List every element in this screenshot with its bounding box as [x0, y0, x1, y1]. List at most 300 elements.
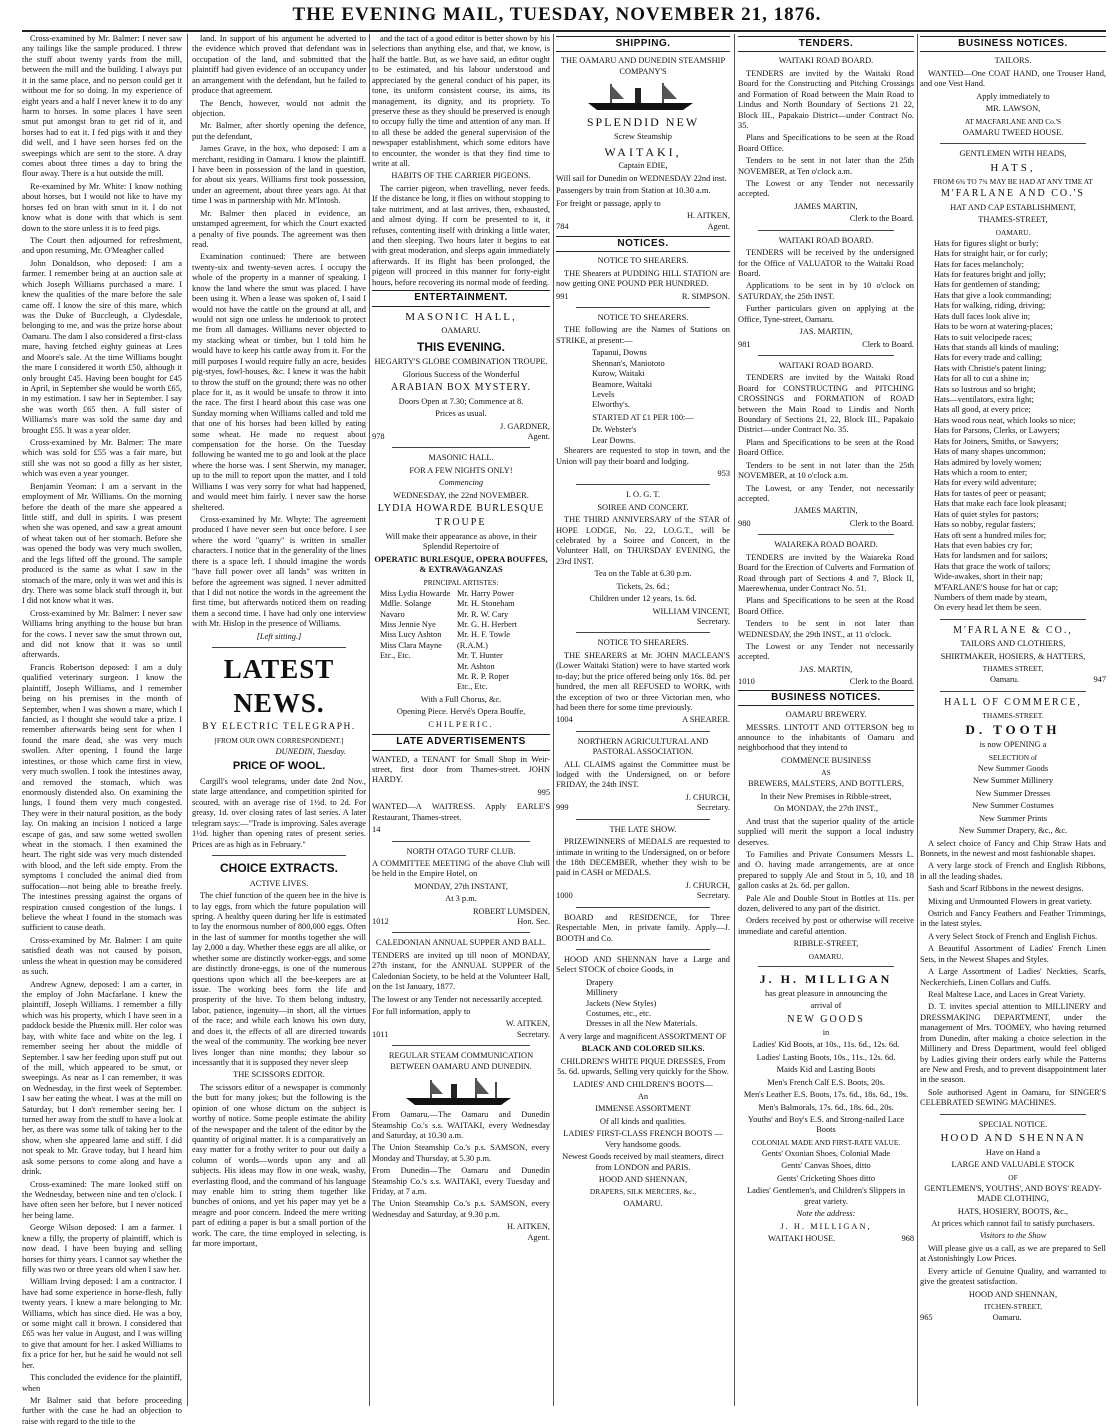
ad-number: 965	[920, 1313, 933, 1323]
dateline: DUNEDIN, Tuesday.	[275, 746, 346, 756]
ad-line: Commencing	[438, 478, 484, 488]
steamship-icon	[583, 79, 703, 113]
goods-item: New Summer Goods	[977, 764, 1049, 773]
ad-line: TROUPE	[435, 517, 487, 529]
ad-line: Hon. Sec.	[517, 917, 550, 927]
ad-line: JAMES MARTIN,	[794, 506, 858, 516]
rhyme-line: Hats dull faces look alive in;	[934, 311, 1031, 321]
rhyme-line: M'FARLANE'S house for hat or cap;	[934, 582, 1059, 592]
ad-text: Plans and Specifications to be seen at the Road Board Office.	[738, 133, 914, 153]
ad-title: WAITAKI ROAD BOARD.	[778, 56, 874, 66]
rhyme-line: Hats with Christie's patent lining;	[934, 363, 1047, 373]
latest-news-heading: LATEST NEWS.	[223, 654, 335, 718]
ad-number: 953	[717, 468, 730, 478]
ad-title: SOIREE AND CONCERT.	[597, 502, 689, 512]
rhyme-line: Hats that stands all kinds of mauling;	[934, 342, 1059, 352]
ad-line: THAMES-STREET,	[978, 215, 1048, 225]
ad-number: 995	[537, 787, 550, 797]
ad-line: Clerk to the Board.	[849, 518, 914, 528]
artiste: Mdlle. Solange Navaro	[380, 599, 432, 619]
ad-line: IMMENSE ASSORTMENT	[595, 1104, 691, 1114]
artiste: Etc., Etc.	[456, 682, 488, 692]
ad-line: OPERATIC BURLESQUE, OPERA BOUFFES, & EXTRAVAGANZAS	[374, 554, 548, 575]
artistes-list	[372, 589, 550, 693]
ad-line: Secretary.	[696, 803, 730, 813]
divider	[940, 143, 1086, 144]
boot-item: Youths' and Boy's E.S. and Strong-nailed Lace Boots	[747, 1114, 905, 1135]
ad-line: SPLENDID NEW	[586, 115, 700, 130]
rhyme-line: Hats so nobby, regular fasters;	[934, 520, 1036, 530]
artiste: Mr. R. W. Cary	[456, 609, 509, 619]
ad-line: Visitors to the Show	[979, 1231, 1047, 1241]
ad-number: 968	[901, 1233, 914, 1243]
ad-line: M'FARLANE AND CO.'S	[941, 188, 1085, 200]
ad-text: The Lowest or any Tender not necessarily accepted.	[738, 179, 914, 199]
ad-line: H. AITKEN,	[686, 211, 730, 221]
ad-line: OF	[1008, 1172, 1018, 1182]
rhyme-line: Hats of quiet styles for pastors;	[934, 509, 1039, 519]
ad-caledonian	[372, 938, 550, 1040]
rhyme-line: Hats oft sent a hundred miles for;	[934, 530, 1047, 540]
section-header-entertainment: ENTERTAINMENT.	[372, 290, 550, 306]
paragraph: The Court then adjourned for refreshment, and upon resuming, Mr. O'Meagher called	[22, 236, 182, 256]
ad-text: And trust that the superior quality of the article supplied will merit the support a local industry deserves.	[738, 816, 914, 847]
ad-line: HOOD AND SHENNAN,	[598, 1174, 688, 1184]
ad-text: THE Shearers at PUDDING HILL STATION are now getting ONE POUND PER HUNDRED.	[556, 268, 730, 289]
rhyme-line: Hats of many shapes uncommon;	[934, 447, 1046, 457]
rhyme-line: On every head let them be seen.	[934, 603, 1042, 613]
divider	[758, 966, 894, 967]
ad-line: MONDAY, 27th INSTANT,	[414, 881, 508, 891]
artiste: Mr. G. H. Herbert	[456, 619, 517, 629]
ad-line: THE OAMARU AND DUNEDIN STEAMSHIP COMPANY'S	[560, 56, 726, 76]
column-divider	[553, 34, 554, 1406]
ad-text: BOARD and RESIDENCE, for Three Respectable Men, in private family. Apply—J. BOOTH and Co.	[556, 912, 730, 943]
ad-text: For full information, apply to	[372, 1007, 471, 1016]
rhyme-line: Hats for features bright and jolly;	[934, 269, 1046, 279]
ad-line: HAT AND CAP ESTABLISHMENT,	[950, 202, 1076, 212]
divider	[212, 647, 346, 648]
ad-line: Opening Piece. Hervé's Opera Bouffe,	[396, 707, 526, 717]
ad-title: NOTICE TO SHEARERS.	[597, 313, 689, 323]
rhyme-line: Hats for all to cut a shine in;	[934, 374, 1030, 384]
ad-text: Orders received by post or otherwise will receive immediate and careful attention.	[738, 916, 914, 936]
ad-title: M'FARLANE & CO.,	[953, 624, 1073, 636]
ad-line: in	[822, 1028, 830, 1038]
station: Dr. Webster's	[592, 425, 637, 435]
station: Kurow, Waitaki	[592, 369, 645, 379]
ad-text: Pale Ale and Double Stout in Bottles at 11s. per dozen, delivered to any part of the district.	[738, 893, 914, 914]
station: Beamore, Waitaki	[592, 379, 653, 389]
ad-text: A Large Assortment of Ladies' Neckties, Scarfs, Neckerchiefs, Linen Collars and Cuffs.	[920, 967, 1106, 987]
rhyme-line: Hats for walking, riding, driving;	[934, 301, 1046, 311]
rhyme-line: Hats for every wild adventure;	[934, 478, 1037, 488]
ad-text: The lowest or any Tender not necessarily accepted.	[372, 994, 543, 1004]
article-title: ACTIVE LIVES.	[249, 878, 309, 888]
ad-line: Agent.	[527, 1232, 550, 1242]
goods-item: Costumes, etc., etc.	[586, 1009, 652, 1019]
paragraph: Francis Robertson deposed: I am a duly qualified veterinary surgeon. I know the plaintiff, Joseph Williams, and I remember being on his premises in the month of September, when I was shown a mare, which I fancied, as I thought she would take a prize. I remember afterwards being sent for when I found the mare dead, she was very much swollen. After opening, I found the large intestines, or those which came first in view, very much swollen. I took the intestines away, and removed the stomach, which was enormously distended also. On examining the lungs, I found them very much congested. They were in their natural position, as the body lay. On making an incision I noticed a large escape of gas, and saw some wetted swollen wheat in the stomach. I then examined the heart. The right side was very much distended with blood, and the left side empty. From the symptoms I concluded the animal died from suffocation—not being able to breathe freely. The intestines pressing against the organs of respiration caused congestion of the lungs. I believe the wheat I found in the stomach was sufficient to cause death.	[22, 662, 182, 933]
section-header-business-notices: BUSINESS NOTICES.	[738, 690, 914, 706]
divider	[392, 447, 530, 448]
goods-item: Dresses in all the New Materials.	[586, 1019, 698, 1029]
paragraph: Re-examined by Mr. White: I know nothing about horses, but I would not like to have my horses fed on bran with smut in it. I do not know what is done with that which is sent down to the store unless it is to feed pigs.	[22, 181, 182, 233]
ad-number: 14	[372, 825, 381, 835]
paragraph: Mr Balmer said that before proceeding further with the case he had an objection to raise with regard to the title to the	[22, 1396, 182, 1426]
paragraph: The carrier pigeon, when travelling, never feeds. If the distance be long, it flies on without stopping to take nutriment, and at last arrives, then, exhausted, and almost dying. If corn be presented to it, it refuses, contenting itself with drinking a little water, and then sleeping. Two hours later it begins to eat with great moderation, and sleeps again immediately afterwards. If its flight has been prolonged, the pigeon will proceed in this manner for forty-eight hours, before recovering its normal mode of feeding.	[372, 183, 550, 287]
ad-this-evening: THIS EVENING.	[416, 339, 505, 354]
ad-text: MESSRS. LINTOTT AND OTTERSON beg to announce to the inhabitants of Oamaru and neighborhood that they intend to	[738, 722, 914, 753]
paragraph: Andrew Agnew, deposed: I am a carter, in the employ of John Macfarlane. I knew the plaintiff, Joseph Williams. I remember a filly which was his property, which I have seen in a paddock beside the Phœnix mill. Her color was bay, with white face and white on the leg. I remember seeing her about the middle of September. I saw her feeding upon stuff put out of the mill, which appeared to be smut, or sweepings. As near as I can remember, it was on Wednesday, in the first week of September. I saw her eating the wheat. I was at the mill on Saturday, but I don't remember seeing her. I turned her away from the stuff to have a look at her, as there was some talk of taking her to the show, when she appeared lame and stiff. I did not speak to Mr. Grave today, but I heard him ask some persons to come along and have a drink.	[22, 979, 182, 1177]
divider	[576, 632, 710, 633]
paragraph: George Wilson deposed: I am a farmer. I knew a filly, the property of plaintiff, which is now dead. I have been buying and selling horses for thirty years. I cannot say whether the filly was two or three years old when I saw her.	[22, 1223, 182, 1274]
ad-line: A very large and magnificent ASSORTMENT OF	[559, 1031, 727, 1041]
paragraph: Benjamin Yeoman: I am a servant in the employment of Mr. Williams. On the morning before the death of the mare she appeared a little stiff, and dull in spirits. I was present when she was opened, and saw a great amount of wheat taken out of her stomach. Before she was opened the body was very much swollen, and the legs lifted off the ground. The sample produced is the same as what I saw in the stomach of the mare, only it was wet and this is dry. There was some black stuff through it, but I did not know what it was.	[22, 481, 182, 606]
ad-text: D. T. invites special attention to MILLINERY and DRESSMAKING DEPARTMENT, under the management of Mrs. TOOMEY, who having returned from Dunedin, after making a choice selection in the Millinery and Dress Department, would feel obliged by Ladies giving their orders early while the Patterns are New and Fresh, and to prevent disappointment later in the season.	[920, 1002, 1106, 1085]
rhyme-line: Hats for every trade and calling;	[934, 353, 1043, 363]
ad-line: LARGE AND VALUABLE STOCK	[951, 1160, 1075, 1170]
ad-title: THE LATE SHOW.	[609, 824, 677, 834]
ad-line: Secretary.	[696, 616, 730, 626]
divider	[576, 484, 710, 485]
ad-line: Clerk to the Board.	[849, 677, 914, 687]
ad-masonic-hall	[372, 311, 550, 443]
artiste: Mr. R. P. Roper	[456, 672, 510, 682]
ad-line: H. AITKEN,	[506, 1222, 550, 1232]
section-header-tenders: TENDERS.	[738, 36, 914, 52]
rhyme-line: Hats to suit velocipede races;	[934, 332, 1033, 342]
ad-line: TAILORS AND CLOTHIERS,	[960, 639, 1066, 649]
paragraph: The chief function of the queen bee in the hive is to lay eggs, from which the future population will spring. A healthy queen during her life is estimated to lay the enormous number of 800,000 eggs. Often in the last of summer for months together she will lay 2,000 a day. Whether these eggs are all alike, or whether some are distinctly worker-eggs, and some are distinctly drone-eggs, is one of the numerous questions upon which all the bee-keepers are at issue. The working bees form the life and prosperity of the hive. To them belong industry, labor, patience, ingenuity—in short, all the virtues of the race; and while each knows his own duty, and does it, the effects of all are directed towards the weal of the community. The working bee never lives longer than nine months; they labour so incessantly that it is supposed they never sleep	[192, 891, 366, 1067]
goods-item: New Summer Costumes	[972, 801, 1054, 811]
ad-wanted-tenant	[372, 755, 550, 799]
ad-line: FROM 6¾ TO 7¾ MAY BE HAD AT ANY TIME AT	[933, 177, 1093, 187]
ad-text: The Lowest or any Tender not necessarily accepted.	[738, 642, 914, 662]
ad-line: HOOD AND SHENNAN	[940, 1132, 1086, 1145]
artiste: Mr. Harry Power	[456, 588, 514, 598]
ad-text: TENDERS are invited up till noon of MONDAY, 27th instant, for the ANNUAL SUPPER of the Caledonian Society, to be held at the Volunteer Hall, on the 1st January, 1877.	[372, 950, 550, 992]
divider	[758, 230, 894, 231]
steamship-icon	[401, 1074, 521, 1108]
paragraph: The Bench, however, would not admit the objection.	[192, 98, 366, 118]
boot-item: Gents' Oxonian Shoes, Colonial Made	[761, 1149, 891, 1158]
rhyme-line: Hats—ventilators, extra light;	[934, 395, 1034, 405]
ad-text: PRIZEWINNERS of MEDALS are requested to intimate in writing to the Undersigned, on or before the 18th DECEMBER, whether they wish to be paid in CASH or MEDALS.	[556, 837, 730, 878]
ad-title: NORTH OTAGO TURF CLUB.	[406, 846, 516, 856]
ad-line: Note the address:	[796, 1209, 856, 1219]
ad-line: J. CHURCH,	[685, 792, 730, 802]
rhyme-line: Hats for Parsons, Clerks, or Lawyers;	[934, 426, 1060, 436]
ad-number: 784	[556, 221, 569, 231]
ad-line: Newest Goods received by mail steamers, direct from LONDON and PARIS.	[562, 1152, 724, 1172]
artiste: Mr. H. F. Towle (R.A.M.)	[456, 630, 511, 650]
ad-text: HOOD AND SHENNAN have a Large and Select STOCK of choice Goods, in	[556, 954, 730, 975]
divider	[576, 819, 710, 820]
hat-rhyme	[920, 239, 1106, 614]
column-5	[738, 34, 914, 1406]
ad-turf-club	[372, 847, 550, 928]
ad-number: 978	[372, 431, 385, 441]
artiste: Miss Lydia Howarde	[380, 588, 451, 598]
ad-title: MASONIC HALL.	[428, 453, 494, 463]
ad-number: 999	[556, 803, 569, 813]
divider	[576, 949, 710, 950]
rhyme-line: Hats wood rous neat, which looks so nice;	[934, 415, 1076, 425]
column-divider	[187, 34, 188, 1406]
paragraph: Cross-examined: The mare looked stiff on the Wednesday, between nine and ten o'clock. I have often seen her before, but I never noticed her being lame.	[22, 1179, 182, 1220]
ad-line: Tea on the Table at 6.30 p.m.	[594, 569, 692, 579]
ad-title: CALEDONIAN ANNUAL SUPPER AND BALL.	[375, 938, 547, 948]
goods-item: New Summer Dresses	[975, 788, 1051, 798]
rhyme-line: Hats that give a look commanding;	[934, 290, 1052, 300]
ad-line: Have on Hand a	[985, 1147, 1041, 1157]
rhyme-line: Hats for figures slight or burly;	[934, 238, 1039, 248]
ad-line: Clerk to Board.	[862, 339, 914, 349]
ad-title: MASONIC HALL,	[405, 310, 517, 323]
masthead-rule	[22, 30, 1106, 32]
ad-line: OAMARU TWEED HOUSE.	[962, 127, 1064, 137]
paragraph: and the tact of a good editor is better shown by his selections than anything else, and that, we know, is half the battle. But, as we have said, an editor ought to be estimated, and his labour understood and appreciated by the general conduct of his paper, its tone, its uniform consistent course, its aims, its management, its dignity, and its propriety. To preserve these as they should be preserved is enough to occupy fully the time and attention of any man. If to all these be added the general supervision of the newspaper establishment, which some editors have to encounter, the wonder is that they find time to write at all.	[372, 34, 550, 169]
ad-line: ARABIAN BOX MYSTERY.	[390, 382, 532, 394]
rhyme-line: Hats that make each face look pleasant;	[934, 499, 1067, 509]
ad-text: A select choice of Fancy and Chip Straw Hats and Bonnets, in the newest and most fashionable shapes.	[920, 838, 1106, 858]
divider	[940, 691, 1086, 692]
ad-text: Real Maltese Lace, and Laces in Great Variety.	[928, 990, 1086, 1000]
ad-line: GENTLEMEN'S, YOUTHS', AND BOYS' READY-MADE CLOTHING,	[924, 1183, 1102, 1204]
ad-title: WAITAKI ROAD BOARD.	[778, 360, 874, 370]
station: Levels	[592, 389, 615, 399]
ad-line: LYDIA HOWARDE BURLESQUE	[377, 503, 545, 515]
boot-item: Maids Kid and Lasting Boots	[776, 1065, 876, 1075]
ad-text: To Families and Private Consumers Messrs L. and O. having made arrangements, are at once prepared to supply Ale and Stout in 5, 10, and 18 gallon casks at 2s. 6d. per gallon.	[738, 849, 914, 891]
ad-title: NOTICE TO SHEARERS.	[597, 256, 689, 266]
ad-line: R. SIMPSON.	[681, 291, 730, 301]
ad-line: Tickets, 2s. 6d.;	[616, 581, 670, 591]
ad-line: RIBBLE-STREET,	[793, 939, 859, 949]
paragraph: Examination continued: There are between twenty-six and twenty-seven acres. I occupy the whole of the property in a manner of speaking. I know the land where the smut was placed. I have been using it. When a lease was spoken of, I said I would not have the cattle on the ground at all, and would not sign one unless he undertook to protect me from all damages. Williams never objected to my stacking wheat or timber, but I told him he would have to keep his cattle away from it. For the mill purposes I would require fully an acre, besides pig-styes, fowl-houses, &c. I knew it was the habit to throw the stuff on the ground; there was no other place for it, as it would be unsafe to throw it into the race. The first I heard about this case was one Sunday morning when Williams called and told me that one of his horses had been killed by eating some wheat. He made no request about compensation for the horse. On the Tuesday following he wanted me to go and look at the place where the horse was. I sent Sherwin, my manager, up to the mill to report upon the matter, and I told Williams I was very sorry for what had happened, and would meet him fairly. I never saw the horse sheltered.	[192, 252, 366, 512]
column-divider	[369, 34, 370, 1406]
ad-line: WEDNESDAY, the 22nd NOVEMBER.	[393, 490, 529, 500]
ad-text: TENDERS will be received by the undersigned for the Office of VALUATOR to the Waitaki Road Board.	[738, 248, 914, 278]
boot-item: Men's French Calf E.S. Boots, 20s.	[767, 1077, 885, 1087]
ad-text: A Beautiful Assortment of Ladies' French Linen Sets, in the Newest Shapes and Styles.	[920, 944, 1106, 964]
ad-line: Of all kinds and qualities.	[599, 1116, 687, 1126]
boot-item: COLONIAL MADE AND FIRST-RATE VALUE.	[751, 1137, 901, 1147]
paragraph: The scissors editor of a newspaper is commonly the butt for many jokes; but the following is the opinion of one whose dictum on the subject is worthy of notice. Some people estimate the ability of the newspaper and the talent of the editor by the quantity of original matter. It is a comparatively an easy matter for a frothy writer to pour out daily a column of words—words upon any and all subjects. His ideas may flow in one weak, washy, everlasting flood, and the command of his language may enable him to string them together like bunches of onions, and yet his paper may yet be a meagre and poor concern. Indeed the mere writing part of editing a paper is but a small portion of the work. The care, the time employed in selecting, is far more important,	[192, 1082, 366, 1249]
artiste: Mr. Ashton	[456, 661, 495, 671]
ad-line: J. H. MILLIGAN,	[780, 1221, 872, 1231]
ad-line: Oamaru.	[990, 675, 1020, 685]
column-2	[192, 34, 366, 1406]
ad-line: AT MACFARLANE AND Co.'S	[964, 116, 1062, 126]
ad-line: At 3 p.m.	[445, 894, 477, 904]
ad-line: BREWERS, MALSTERS, AND BOTTLERS,	[748, 779, 904, 789]
ad-line: AS	[821, 768, 831, 778]
ad-line: JAS. MARTIN,	[799, 664, 853, 674]
ad-line: Secretary.	[516, 1029, 550, 1039]
rhyme-line: Hats that even babies cry for;	[934, 540, 1033, 550]
paragraph: Cross-examined by Mr. Whyte: The agreement produced I have never seen but once before. I see where the word "quarry" is written in smaller characters. I notice that in the generality of the lines there is a space left. I should imagine the words "have full power over all lands" was written in before the agreement was signed. I never admitted that I did not notice the words in the agreement the first time, but afterwards noticed them on reading them a second time. I have had only one interview with Mr. Hislop in the presence of Williams.	[192, 514, 366, 629]
ad-line: MR. LAWSON,	[985, 104, 1041, 114]
ad-line: Glorious Success of the Wonderful	[402, 369, 520, 379]
ad-line: CHILPERIC.	[428, 719, 494, 729]
ad-line: ROBERT LUMSDEN,	[472, 906, 550, 916]
paragraph: land. In support of his argument he adverted to the evidence which proved that defendant was in occupation of the land, and submitted that the plaintiff had given evidence of an occupancy under an arrangement with the defendant, but he failed to produce that agreement.	[192, 34, 366, 96]
divider	[392, 841, 530, 842]
divider	[758, 534, 894, 535]
ad-text: THE SHEARERS at Mr. JOHN MACLEAN'S (Lower Waitaki Station) were to have started work to-day; but the price offered being only 16s. 8d. per hundred, the men all REFUSED to WORK, with the exception of two or three Victorian men, who had been there for some time previously.	[556, 650, 730, 712]
rhyme-line: Hats for gentlemen of standing;	[934, 280, 1041, 290]
ad-text: TENDERS are invited by the Waitaki Road Board for the Constructing and Pitching Crossings and Formation of Road between the Main Road to Lindus and North Boundary of Sections 21 22, Block III., Papakaio District—under Contract No. 35.	[738, 68, 914, 130]
ad-line: SELECTION of	[988, 752, 1038, 762]
column-3	[372, 34, 550, 1406]
artiste: Mr. H. Stoneham	[456, 599, 515, 609]
section-header-late-ads: LATE ADVERTISEMENTS	[372, 734, 550, 750]
ad-text: Tenders to be sent in not later than the 25th NOVEMBER, at 10 o'clock a.m.	[738, 460, 914, 481]
ad-line: HATS, HOSIERY, BOOTS, &c.,	[957, 1206, 1069, 1216]
column-4	[556, 34, 730, 1406]
divider	[576, 307, 710, 308]
ad-place: OAMARU.	[441, 326, 481, 336]
ad-title: WAIAREKA ROAD BOARD.	[774, 540, 878, 550]
ad-line: J. CHURCH,	[685, 880, 730, 890]
ad-text: TENDERS are invited by the Waitaki Road Board for CONSTRUCTING and PITCHING CROSSINGS and FORMATION of ROAD between the Main Road to Lindis and North Boundary of Sections 21, 22, Block III., Papakaio District—under Contract No. 35.	[738, 373, 914, 435]
ad-text: Every article of Genuine Quality, and warranted to give the greatest satisfaction.	[920, 1266, 1106, 1287]
artiste: Miss Clara Mayne	[380, 640, 442, 650]
ad-text: Applications to be sent in by 10 o'clock on SATURDAY, the 25th INST.	[738, 281, 914, 301]
ad-text: Will sail for Dunedin on WEDNESDAY 22nd inst.	[556, 173, 727, 183]
ad-title: I. O. G. T.	[626, 490, 660, 500]
ad-line: On MONDAY, the 27th INST.,	[774, 804, 878, 814]
ad-title: NORTHERN AGRICULTURAL AND PASTORAL ASSOCIATION.	[577, 736, 709, 757]
ad-line: In their New Premises in Ribble-street,	[760, 791, 892, 801]
ad-text: WANTED, a TENANT for Small Shop in Weir-street, first door from Thames-street. JOHN HARDY.	[372, 754, 550, 785]
ad-title: REGULAR STEAM COMMUNICATION BETWEEN OAMARU AND DUNEDIN.	[388, 1051, 534, 1071]
ad-line: FOR A FEW NIGHTS ONLY!	[409, 465, 513, 475]
ad-line: Secretary.	[696, 891, 730, 901]
ad-text: A very large stock of French and English Ribbons, in all the leading shades.	[920, 861, 1106, 881]
rhyme-line: Hats for tastes of peer or peasant;	[934, 488, 1047, 498]
ad-text: The Union Steamship Co.'s p.s. SAMSON, every Wednesday and Saturday, at 9.30 p.m.	[372, 1199, 550, 1219]
ad-text: Tenders to be sent in not later than the 25th NOVEMBER, at Ten o'clock a.m.	[738, 156, 914, 176]
rhyme-line: Hats for landsmen and for sailors;	[934, 551, 1048, 561]
ad-title: GENTLEMEN WITH HEADS,	[959, 149, 1067, 159]
ad-text: WANTED—A WAITRESS. Apply EARLE'S Restaurant, Thames-street.	[372, 802, 550, 822]
ad-number: 947	[1093, 675, 1106, 685]
ad-steamship-waitaki	[556, 56, 730, 232]
ad-text: TENDERS are invited by the Waiareka Road Board for the Erection of Culverts and Formation of Road through part of Sections 4 and 7, Block II, Maerewhenua, under Contract No. 51.	[738, 552, 914, 593]
ad-text: ALL CLAIMS against the Committee must be lodged with the Undersigned, on or before FRIDAY, the 24th INST.	[556, 759, 730, 790]
ad-line: Children under 12 years, 1s. 6d.	[589, 594, 697, 604]
paragraph: Cargill's wool telegrams, under date 2nd Nov., state large attendance, and competition spirited for scoured, with an average rise of 1½d. to 2d. For greasy, 1d. over closing rates of last series. A later telegram says:—"Trade is improving. Sales average 1½d. higher than opening rates of present series. Prices are as high as in February."	[192, 776, 366, 849]
ad-line: Clerk to the Board.	[849, 214, 914, 224]
ad-number: 991	[556, 291, 569, 301]
divider	[392, 1045, 530, 1046]
ad-line: WILLIAM VINCENT,	[652, 606, 730, 616]
ad-line: NEW GOODS	[787, 1013, 865, 1025]
ad-number: 981	[738, 339, 751, 349]
rhyme-line: Hats for straight hair, or for curly;	[934, 249, 1048, 259]
paragraph: James Grave, in the box, who deposed: I am a merchant, residing in Oamaru. I know the plaintiff. I have been in possession of the land in question, for about six years. Williams first took possession, under an agreement, about three years ago. At that time I was in partnership with Mr. M'Intosh.	[192, 144, 366, 206]
divider	[212, 855, 346, 856]
goods-item: New Summer Prints	[979, 813, 1047, 823]
ad-line: W. AITKEN,	[505, 1019, 550, 1029]
ad-number: 1000	[556, 891, 573, 901]
ad-line: LADIES' AND CHILDREN'S BOOTS—	[573, 1079, 713, 1089]
ad-text: THE following are the Names of Stations on STRIKE, at present:—	[556, 325, 730, 345]
ad-line: COMMENCE BUSINESS	[780, 755, 872, 765]
ad-line: Screw Steamship	[614, 132, 672, 142]
ad-text: Plans and Specifications to be seen at the Road Board Office.	[738, 596, 914, 616]
ad-line: PRINCIPAL ARTISTES:	[423, 577, 499, 587]
choice-extracts-heading: CHOICE EXTRACTS.	[219, 860, 338, 875]
ad-line: STARTED AT £1 PER 100:—	[592, 412, 694, 422]
goods-item: Jackets (New Styles)	[586, 998, 657, 1008]
boot-item: Gents' Canvas Shoes, ditto	[781, 1161, 871, 1171]
ad-line: WAITAKI HOUSE.	[768, 1233, 836, 1243]
ad-line: THAMES-STREET.	[982, 711, 1044, 721]
ad-line: CHILDREN'S WHITE PIQUE DRESSES, From 5s. 6d. upwards, Selling very quickly for the Show.	[557, 1056, 729, 1077]
column-1-court-report	[22, 34, 182, 1426]
ad-text: Sole authorised Agent in Oamaru, for SINGER'S CELEBRATED SEWING MACHINES.	[920, 1087, 1106, 1108]
artiste: Miss Jennie Nye	[380, 619, 436, 629]
ad-text: The Lowest, or any Tender, not necessarily accepted.	[738, 483, 914, 503]
ad-line: HOOD AND SHENNAN,	[968, 1289, 1058, 1299]
paragraph: William Irving deposed: I am a contractor. I have had some experience in horse-flesh, fully twenty years. I knew a mare belonging to Mr. Williams, which has since died. He was a boy, or some might call it brown. I considered that £65 was her value in August, and I was willing to give that amount for her. I asked Williams to fix a price for her, but he said he would not sell her.	[22, 1277, 182, 1370]
section-header-business-notices: BUSINESS NOTICES.	[920, 36, 1106, 52]
boot-item: Gents' Cricketing Shoes ditto	[776, 1173, 876, 1183]
station: Elworthy's.	[592, 400, 631, 410]
ad-text: Tenders to be sent in not later than WEDNESDAY, the 29th INST., at 11 o'clock.	[738, 619, 914, 639]
boot-item: Ladies' Lasting Boots, 10s., 11s., 12s. 6d.	[756, 1052, 896, 1062]
ad-line: has great pleasure in announcing the	[764, 988, 888, 998]
ad-text: Shearers are requested to stop in town, and the Union will pay their board and lodging.	[556, 446, 730, 466]
ad-number: 1012	[372, 917, 389, 927]
divider	[940, 619, 1086, 620]
boot-item: Ladies' Kid Boots, at 10s., 11s. 6d., 12s. 6d.	[752, 1040, 900, 1050]
ad-text: Will please give us a call, as we are prepared to Sell at Astonishingly Low Prices.	[920, 1243, 1106, 1264]
rhyme-line: Hats all good, at every price;	[934, 405, 1031, 415]
ad-text: From Oamaru.—The Oamaru and Dunedin Steamship Co.'s s.s. WAITAKI, every Wednesday and Saturday, at 10.30 a.m.	[372, 1110, 550, 1140]
ad-number: 980	[738, 518, 751, 528]
ad-title: WAITAKI ROAD BOARD.	[778, 235, 874, 245]
ad-line: Agent.	[527, 431, 550, 441]
ad-line: Agent.	[707, 221, 730, 231]
ad-line: is now OPENING a	[979, 740, 1047, 750]
station: Tapanui, Downs	[592, 348, 647, 358]
paragraph: Cross-examined by Mr. Balmer: I am quite satisfied death was not caused by poison, unless the wheat in question may be considered as such.	[22, 935, 182, 977]
section-header-shipping: SHIPPING.	[556, 36, 730, 52]
ad-text: Plans and Specifications to be seen at the Road Board Office.	[738, 437, 914, 458]
ad-text: A very Select Stock of French and English Fichus.	[928, 931, 1098, 941]
ad-line: DRAPERS, SILK MERCERS, &c.,	[589, 1187, 697, 1197]
ad-title: NOTICE TO SHEARERS.	[597, 638, 689, 648]
paragraph: Cross-examined by Mr. Balmer: I never saw Williams bring anything to the house but bran for the cows. I never saw the smut thrown out, and did not know that it was so until afterwards.	[22, 608, 182, 660]
ad-text: Sash and Scarf Ribbons in the newest designs.	[928, 884, 1084, 894]
ad-steam-communication	[372, 1051, 550, 1243]
station: Lear Downs.	[592, 435, 636, 445]
rhyme-line: Hats for Joiners, Smiths, or Sawyers;	[934, 436, 1059, 446]
paragraph: John Donaldson, who deposed: I am a farmer. I remember being at an auction sale at which Joseph Williams purchased a mare. I knew the qualities of the mare before the sale came off. I know the sire of this mare, which was the Duke of Buccleugh, a Clydesdale, belonging to me, and was the prize horse about Oamaru. The dam I also considered a first-class mare, having fetched eighty guineas at Lees and Moore's sale. At the time Williams bought the mare I considered it worth £50, although it only brought £45. Having been bought for £45 in April, in September she would be worth £65, in my estimation. I saw her in September. I say she was worth £65 then. A full sister of Williams's mare was sold the same day and brought £55. It was a year older.	[22, 258, 182, 435]
paragraph: Cross-examined by Mr. Balmer: I never saw any tailings like the sample produced. I threw the stuff about twenty yards from the mill, between the mill and the building. I always put it in the same place, and no person could get it without me for so doing. In my experience of eight years and a half I never knew it to do any harm to horses. In some places I have seen smut put amongst bran to get rid of it, and horses had to eat it. I fed pigs with it and they did well, and I have seen horses fed on the sweepings which are sent to the store. A dray comes about three times a day to bring the flour away. There is a hut outside the mill.	[22, 34, 182, 179]
rhyme-line: Numbers of them made by steam,	[934, 593, 1048, 603]
divider	[576, 731, 710, 732]
ad-text: WANTED—One COAT HAND, one Trouser Hand, and one Vest Hand.	[920, 68, 1106, 89]
ad-text: Passengers by train from Station at 10.30 a.m.	[556, 186, 711, 196]
artiste: Mr. T. Hunter	[456, 651, 503, 661]
boot-item: Men's Leather E.S. Boots, 17s. 6d., 18s. 6d., 19s.	[743, 1090, 909, 1100]
ad-line: JAMES MARTIN,	[794, 201, 858, 211]
